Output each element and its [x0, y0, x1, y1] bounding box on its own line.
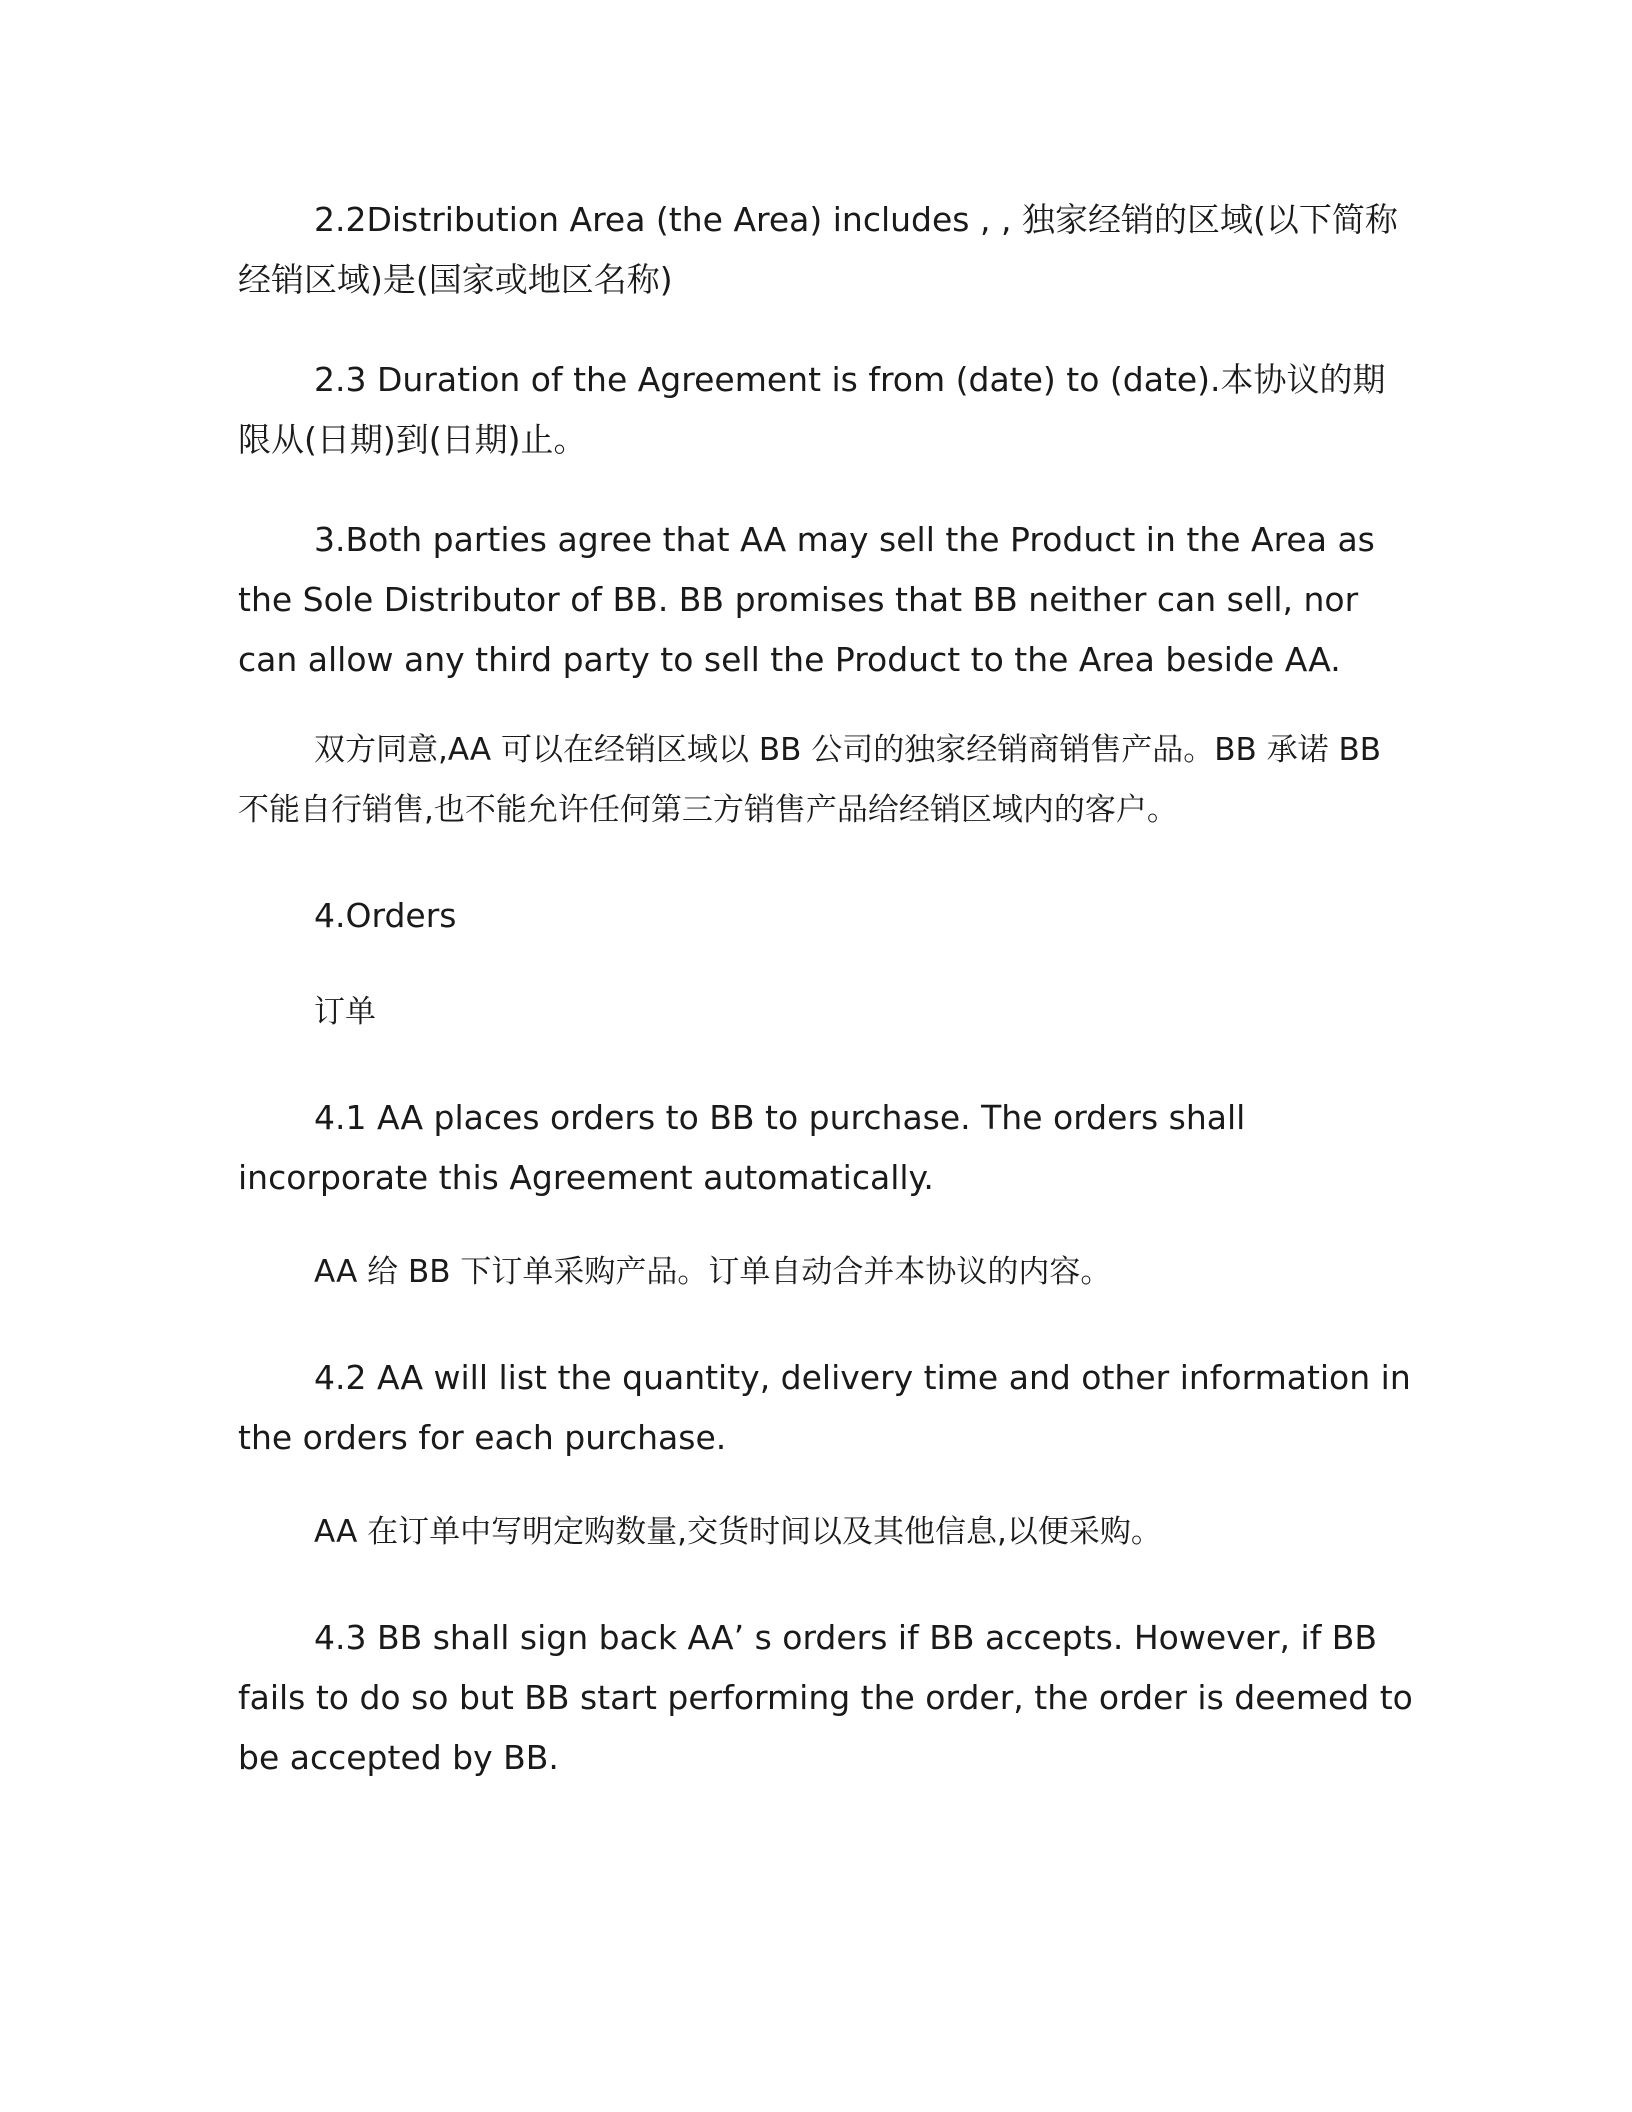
paragraph-4-1-cn: AA 给 BB 下订单采购产品。订单自动合并本协议的内容。 [314, 1254, 1112, 1290]
paragraph-4-2-cn: AA 在订单中写明定购数量,交货时间以及其他信息,以便采购。 [314, 1514, 1162, 1550]
paragraph-2-2: 2.2Distribution Area (the Area) includes , , 独家经销的区域(以下简称经销区域)是(国家或地区名称) [238, 200, 1398, 299]
paragraph-4-1-en: 4.1 AA places orders to BB to purchase. The orders shall incorporate this Agreement automatically. [238, 1098, 1246, 1197]
paragraph-3-cn: 双方同意,AA 可以在经销区域以 BB 公司的独家经销商销售产品。BB 承诺 BB 不能自行销售,也不能允许任何第三方销售产品给经销区域内的客户。 [238, 732, 1381, 828]
paragraph-2-3: 2.3 Duration of the Agreement is from (date) to (date).本协议的期限从(日期)到(日期)止。 [238, 360, 1386, 459]
paragraph-3-en: 3.Both parties agree that AA may sell the Product in the Area as the Sole Distributor of BB. BB promises that BB neither can sell, nor can allow any third party to sell the Product to the Area beside AA. [238, 520, 1375, 679]
paragraph-4-3: 4.3 BB shall sign back AA’ s orders if BB accepts. However, if BB fails to do so but BB start performing the order, the order is deemed to be accepted by BB. [238, 1618, 1413, 1777]
paragraph-4-2-en: 4.2 AA will list the quantity, delivery time and other information in the orders for each purchase. [238, 1358, 1411, 1457]
heading-orders: 4.Orders [314, 896, 457, 935]
heading-orders-cn: 订单 [314, 994, 376, 1030]
